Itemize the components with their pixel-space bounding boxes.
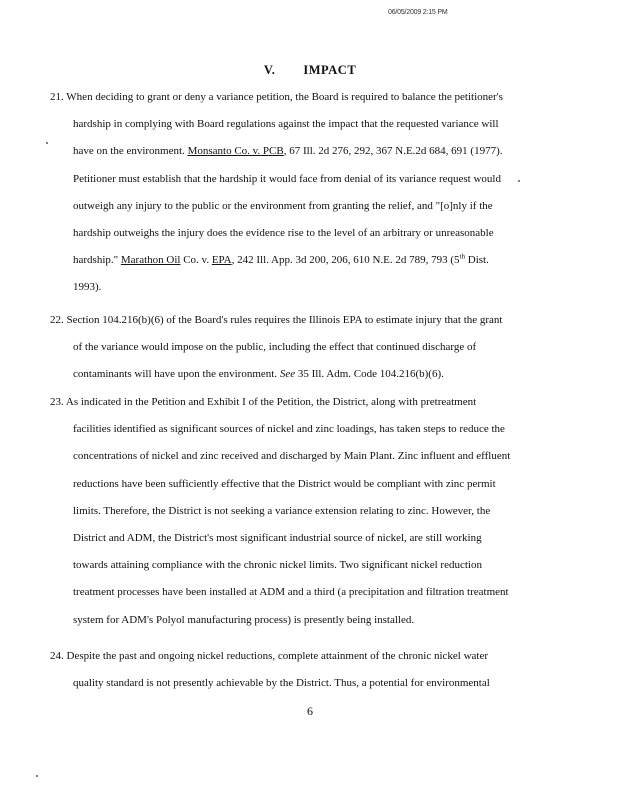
text-run: hardship." <box>73 254 121 267</box>
text-run: reductions have been sufficiently effective that the District would be compliant with zinc permit <box>73 477 496 490</box>
case-citation: Monsanto Co. v. PCB <box>187 145 284 158</box>
text-run: facilities identified as significant sources of nickel and zinc loadings, has taken steps to reduce the <box>73 423 505 436</box>
text-line <box>50 91 503 103</box>
scan-speck <box>46 142 48 144</box>
scan-speck <box>36 775 38 777</box>
scan-speck <box>518 180 520 182</box>
text-line <box>73 200 493 212</box>
text-line <box>73 254 489 266</box>
text-line <box>73 614 414 626</box>
text-line <box>73 423 505 435</box>
text-line <box>73 450 510 462</box>
text-run: hardship outweighs the injury does the evidence rise to the level of an arbitrary or unreasonable <box>73 227 494 239</box>
text-line <box>73 281 101 293</box>
text-run: contaminants will have upon the environment. <box>73 368 280 381</box>
text-line <box>73 227 494 239</box>
page-number: 6 <box>307 704 313 718</box>
fax-stamp: 06/05/2009 2:15 PM <box>388 9 448 16</box>
text-run: hardship in complying with Board regulations against the impact that the requested variance will <box>73 118 499 131</box>
text-run: District and ADM, the District's most significant industrial source of nickel, are still working <box>73 532 482 544</box>
text-run: system for ADM's Polyol manufacturing process) is presently being installed. <box>73 613 415 626</box>
text-run: 1993). <box>73 281 102 294</box>
text-line <box>73 532 482 544</box>
text-run: 21. When deciding to grant or deny a variance petition, the Board is required to balance the petitioner's <box>50 91 503 103</box>
text-run: limits. Therefore, the District is not seeking a variance extension relating to zinc. However, the <box>73 504 491 517</box>
text-line <box>73 505 490 517</box>
text-run: 24. Despite the past and ongoing nickel reductions, complete attainment of the chronic nickel water <box>50 650 489 662</box>
text-line <box>73 586 509 598</box>
text-line <box>73 559 482 571</box>
text-run: , 242 Ill. App. 3d 200, 206, 610 N.E. 2d 789, 793 (5 <box>231 254 460 267</box>
text-run: towards attaining compliance with the chronic nickel limits. Two significant nickel reduction <box>73 559 482 572</box>
case-citation: Marathon Oil <box>120 254 181 267</box>
section-number: V. <box>263 63 276 77</box>
text-line <box>73 478 496 490</box>
text-run: have on the environment. <box>73 145 188 158</box>
text-run: 35 Ill. Adm. Code 104.216(b)(6). <box>295 368 444 381</box>
text-line <box>73 368 444 380</box>
text-run: Co. v. <box>180 254 212 267</box>
text-run: 23. As indicated in the Petition and Exhibit I of the Petition, the District, along with pretreatment <box>50 396 477 408</box>
text-run: 22. Section 104.216(b)(6) of the Board's rules requires the Illinois EPA to estimate injury that the grant <box>50 314 503 326</box>
text-run: quality standard is not presently achievable by the District. Thus, a potential for environmental <box>73 677 490 690</box>
text-run: outweigh any injury to the public or the environment from granting the relief, and "[o]nly if the <box>73 199 493 212</box>
section-heading <box>0 63 620 78</box>
text-line <box>73 173 501 185</box>
text-run: concentrations of nickel and zinc received and discharged by Main Plant. Zinc influent and effluent <box>73 450 511 463</box>
text-run: of the variance would impose on the public, including the effect that continued discharge of <box>73 341 477 354</box>
text-run: treatment processes have been installed at ADM and a third (a precipitation and filtration treatment <box>73 586 509 599</box>
text-line <box>73 145 503 157</box>
text-line <box>73 341 476 353</box>
superscript: th <box>459 252 466 261</box>
text-run: Petitioner must establish that the hardship it would face from denial of its variance request would <box>73 172 501 185</box>
text-run: Dist. <box>465 254 489 267</box>
text-line <box>73 118 499 130</box>
text-line <box>50 396 476 408</box>
text-run: , 67 Ill. 2d 276, 292, 367 N.E.2d 684, 691 (1977). <box>283 145 503 158</box>
section-title: IMPACT <box>303 63 357 77</box>
text-line <box>50 650 488 662</box>
signal-word: See <box>279 368 296 381</box>
text-line <box>73 677 490 689</box>
text-line <box>50 314 503 326</box>
case-citation: EPA <box>211 254 232 267</box>
